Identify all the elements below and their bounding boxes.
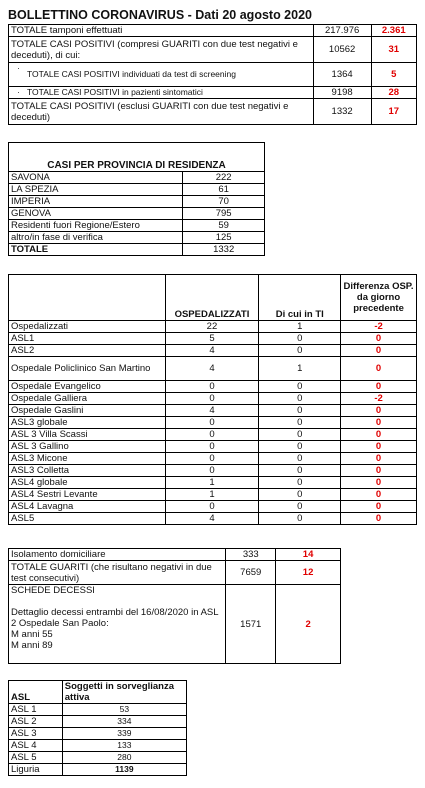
isolation-delta: 14 — [276, 549, 341, 561]
deaths-cell — [9, 585, 226, 664]
hospital-diff: 0 — [341, 465, 417, 477]
hospital-diff: 0 — [341, 405, 417, 417]
hospital-ti: 0 — [259, 513, 341, 525]
table-row — [9, 453, 417, 465]
province-header: CASI PER PROVINCIA DI RESIDENZA — [9, 143, 265, 172]
hospital-hosp: 4 — [165, 345, 259, 357]
col-terapia-intensiva: Di cui in TI — [259, 275, 341, 321]
surveillance-value: 133 — [62, 740, 186, 752]
hospital-ti: 0 — [259, 441, 341, 453]
summary-label: · TOTALE CASI POSITIVI individuati da test di screening — [9, 63, 314, 87]
hospital-ti: 0 — [259, 477, 341, 489]
table-row — [9, 489, 417, 501]
table-row — [9, 244, 265, 256]
hospital-name: ASL4 globale — [9, 477, 166, 489]
province-value: 59 — [183, 220, 265, 232]
hospital-hosp: 0 — [165, 501, 259, 513]
hospital-hosp: 0 — [165, 441, 259, 453]
page-title: BOLLETTINO CORONAVIRUS - Dati 20 agosto 2020 — [8, 8, 312, 22]
province-value: 795 — [183, 208, 265, 220]
hospital-name: ASL1 — [9, 333, 166, 345]
hospital-diff: 0 — [341, 429, 417, 441]
summary-value: 1332 — [313, 99, 371, 125]
recovered-delta: 12 — [276, 561, 341, 585]
hospital-name: Ospedale Galliera — [9, 393, 166, 405]
table-row — [9, 345, 417, 357]
hospital-hosp: 0 — [165, 429, 259, 441]
table-row — [9, 63, 417, 87]
hospital-name: Ospedale Gaslini — [9, 405, 166, 417]
recovered-value: 7659 — [226, 561, 276, 585]
summary-label: TOTALE tamponi effettuati — [9, 25, 314, 37]
summary-delta: 5 — [371, 63, 416, 87]
isolation-value: 333 — [226, 549, 276, 561]
hospital-diff: 0 — [341, 513, 417, 525]
hospital-name: ASL3 Colletta — [9, 465, 166, 477]
province-name: Residenti fuori Regione/Estero — [9, 220, 183, 232]
province-name: SAVONA — [9, 172, 183, 184]
hospital-hosp: 0 — [165, 381, 259, 393]
hospital-hosp: 4 — [165, 405, 259, 417]
table-row — [9, 357, 417, 381]
hospital-name: Ospedale Policlinico San Martino — [9, 357, 166, 381]
hospital-diff: 0 — [341, 417, 417, 429]
table-row — [9, 501, 417, 513]
province-name: GENOVA — [9, 208, 183, 220]
surveillance-name: ASL 2 — [9, 716, 63, 728]
col-ospedalizzati: OSPEDALIZZATI — [165, 275, 259, 321]
surveillance-value: 280 — [62, 752, 186, 764]
table-row — [9, 321, 417, 333]
table-row — [9, 716, 187, 728]
hospital-diff: -2 — [341, 321, 417, 333]
hospital-hosp: 22 — [165, 321, 259, 333]
surveillance-total-label: Liguria — [9, 764, 63, 776]
col-asl: ASL — [9, 681, 63, 704]
table-row — [9, 764, 187, 776]
deaths-title: SCHEDE DECESSI — [11, 585, 95, 596]
summary-delta: 31 — [371, 37, 416, 63]
surveillance-table — [8, 680, 187, 776]
hospital-diff: 0 — [341, 441, 417, 453]
hospital-name: ASL4 Lavagna — [9, 501, 166, 513]
province-total-label: TOTALE — [9, 244, 183, 256]
hospital-ti: 0 — [259, 489, 341, 501]
deaths-detail: Dettaglio decessi entrambi del 16/08/2020 in ASL 2 Ospedale San Paolo: — [11, 607, 219, 629]
hospital-name: ASL3 globale — [9, 417, 166, 429]
hospital-ti: 0 — [259, 501, 341, 513]
province-value: 222 — [183, 172, 265, 184]
summary-value: 217.976 — [313, 25, 371, 37]
summary-value: 1364 — [313, 63, 371, 87]
deaths-line-2: M anni 89 — [11, 640, 53, 651]
hospital-ti: 0 — [259, 453, 341, 465]
hospital-ti: 0 — [259, 405, 341, 417]
hospital-diff: 0 — [341, 357, 417, 381]
table-row — [9, 681, 187, 704]
table-row — [9, 585, 341, 664]
table-row — [9, 728, 187, 740]
table-row — [9, 405, 417, 417]
surveillance-name: ASL 5 — [9, 752, 63, 764]
table-row — [9, 704, 187, 716]
table-row — [9, 232, 265, 244]
hospital-name: ASL5 — [9, 513, 166, 525]
surveillance-value: 334 — [62, 716, 186, 728]
summary-delta: 2.361 — [371, 25, 416, 37]
table-row — [9, 87, 417, 99]
summary-label: TOTALE CASI POSITIVI (esclusi GUARITI con due test negativi e deceduti) — [9, 99, 314, 125]
hospital-ti: 0 — [259, 393, 341, 405]
table-row — [9, 740, 187, 752]
surveillance-total-value: 1139 — [62, 764, 186, 776]
table-row — [9, 99, 417, 125]
hospital-name: ASL 3 Gallino — [9, 441, 166, 453]
province-value: 61 — [183, 184, 265, 196]
isolation-label: Isolamento domiciliare — [9, 549, 226, 561]
summary-value: 10562 — [313, 37, 371, 63]
table-row — [9, 381, 417, 393]
table-row — [9, 477, 417, 489]
summary-table — [8, 24, 417, 125]
table-row — [9, 208, 265, 220]
hospital-ti: 0 — [259, 417, 341, 429]
hospital-name: ASL3 Micone — [9, 453, 166, 465]
hospital-hosp: 0 — [165, 465, 259, 477]
hospital-name: Ospedale Evangelico — [9, 381, 166, 393]
hospital-ti: 0 — [259, 345, 341, 357]
table-row — [9, 172, 265, 184]
hospital-ti: 1 — [259, 321, 341, 333]
summary-label: TOTALE CASI POSITIVI (compresi GUARITI con due test negativi e deceduti), di cui: — [9, 37, 314, 63]
surveillance-value: 53 — [62, 704, 186, 716]
deaths-line-1: M anni 55 — [11, 629, 53, 640]
province-value: 70 — [183, 196, 265, 208]
hospital-name: ASL4 Sestri Levante — [9, 489, 166, 501]
hospital-ti: 0 — [259, 465, 341, 477]
hospital-name: ASL 3 Villa Scassi — [9, 429, 166, 441]
hospital-diff: 0 — [341, 345, 417, 357]
deaths-delta: 2 — [276, 585, 341, 664]
hospital-ti: 0 — [259, 429, 341, 441]
province-value: 125 — [183, 232, 265, 244]
hospital-ti: 1 — [259, 357, 341, 381]
province-name: LA SPEZIA — [9, 184, 183, 196]
hospital-table — [8, 274, 417, 525]
hospital-diff: 0 — [341, 333, 417, 345]
hospital-diff: 0 — [341, 453, 417, 465]
hospital-name: Ospedalizzati — [9, 321, 166, 333]
hospital-diff: 0 — [341, 489, 417, 501]
hospital-name: ASL2 — [9, 345, 166, 357]
hospital-hosp: 0 — [165, 453, 259, 465]
table-row — [9, 513, 417, 525]
province-name: altro/in fase di verifica — [9, 232, 183, 244]
table-row — [9, 220, 265, 232]
deaths-value: 1571 — [226, 585, 276, 664]
summary-label: · TOTALE CASI POSITIVI in pazienti sintomatici — [9, 87, 314, 99]
hospital-hosp: 4 — [165, 513, 259, 525]
table-row — [9, 465, 417, 477]
table-row — [9, 37, 417, 63]
hospital-hosp: 5 — [165, 333, 259, 345]
hospital-hosp: 1 — [165, 489, 259, 501]
table-row — [9, 752, 187, 764]
province-table — [8, 142, 265, 256]
hospital-hosp: 0 — [165, 417, 259, 429]
surveillance-name: ASL 1 — [9, 704, 63, 716]
hospital-diff: 0 — [341, 381, 417, 393]
province-total-value: 1332 — [183, 244, 265, 256]
summary-delta: 28 — [371, 87, 416, 99]
hospital-diff: 0 — [341, 477, 417, 489]
table-row — [9, 429, 417, 441]
table-row — [9, 441, 417, 453]
hospital-header-empty — [9, 275, 166, 321]
col-differenza: Differenza OSP. da giorno precedente — [341, 275, 417, 321]
table-row — [9, 25, 417, 37]
hospital-hosp: 1 — [165, 477, 259, 489]
table-row — [9, 549, 341, 561]
hospital-ti: 0 — [259, 381, 341, 393]
table-row — [9, 393, 417, 405]
other-stats-table — [8, 548, 341, 664]
table-row — [9, 143, 265, 172]
hospital-diff: 0 — [341, 501, 417, 513]
table-row — [9, 275, 417, 321]
summary-delta: 17 — [371, 99, 416, 125]
surveillance-name: ASL 4 — [9, 740, 63, 752]
hospital-diff: -2 — [341, 393, 417, 405]
table-row — [9, 561, 341, 585]
table-row — [9, 196, 265, 208]
hospital-hosp: 0 — [165, 393, 259, 405]
table-row — [9, 333, 417, 345]
recovered-label: TOTALE GUARITI (che risultano negativi in due test consecutivi) — [9, 561, 226, 585]
hospital-ti: 0 — [259, 333, 341, 345]
summary-value: 9198 — [313, 87, 371, 99]
col-sorveglianza: Soggetti in sorveglianza attiva — [62, 681, 186, 704]
surveillance-value: 339 — [62, 728, 186, 740]
surveillance-name: ASL 3 — [9, 728, 63, 740]
table-row — [9, 184, 265, 196]
province-name: IMPERIA — [9, 196, 183, 208]
hospital-hosp: 4 — [165, 357, 259, 381]
table-row — [9, 417, 417, 429]
